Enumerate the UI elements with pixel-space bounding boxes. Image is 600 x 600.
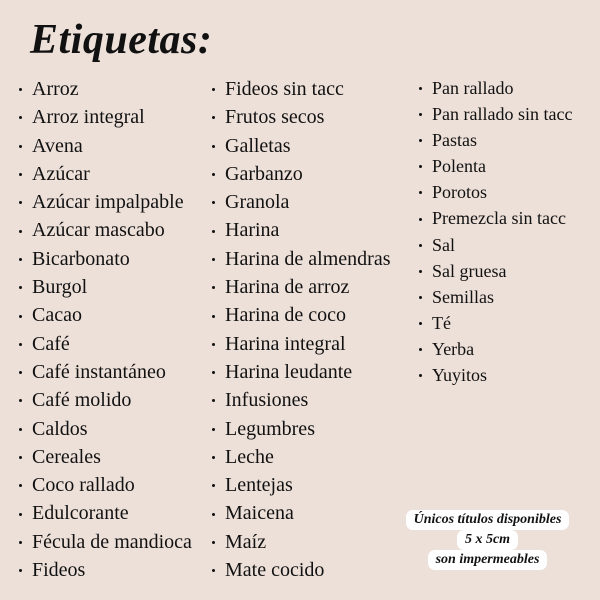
list-item: Bicarbonato xyxy=(19,245,192,273)
note-line-1: Únicos títulos disponibles xyxy=(406,510,570,530)
list-item: Granola xyxy=(212,188,390,216)
list-item: Fécula de mandioca xyxy=(19,528,192,556)
list-item: Semillas xyxy=(419,284,572,310)
list-item: Pan rallado xyxy=(419,75,572,101)
list-item: Cacao xyxy=(19,301,192,329)
list-item: Té xyxy=(419,310,572,336)
list-item: Lentejas xyxy=(212,471,390,499)
list-item: Harina de coco xyxy=(212,301,390,329)
label-list-column-2 xyxy=(212,75,390,584)
list-item: Leche xyxy=(212,443,390,471)
list-item: Maíz xyxy=(212,528,390,556)
list-item: Pan rallado sin tacc xyxy=(419,101,572,127)
list-item: Mate cocido xyxy=(212,556,390,584)
list-item: Harina de almendras xyxy=(212,245,390,273)
note-line-2: 5 x 5cm xyxy=(457,530,518,550)
list-item: Cereales xyxy=(19,443,192,471)
availability-note xyxy=(385,510,590,570)
list-item: Frutos secos xyxy=(212,103,390,131)
list-item: Azúcar mascabo xyxy=(19,216,192,244)
list-item: Sal xyxy=(419,232,572,258)
list-item: Harina xyxy=(212,216,390,244)
list-item: Porotos xyxy=(419,179,572,205)
list-item: Fideos sin tacc xyxy=(212,75,390,103)
list-item: Coco rallado xyxy=(19,471,192,499)
list-item: Pastas xyxy=(419,127,572,153)
list-item: Harina integral xyxy=(212,330,390,358)
list-item: Garbanzo xyxy=(212,160,390,188)
list-item: Arroz xyxy=(19,75,192,103)
list-item: Polenta xyxy=(419,153,572,179)
list-item: Caldos xyxy=(19,415,192,443)
list-item: Fideos xyxy=(19,556,192,584)
list-item: Arroz integral xyxy=(19,103,192,131)
list-item: Harina de arroz xyxy=(212,273,390,301)
page-title: Etiquetas: xyxy=(30,17,213,63)
list-item: Yuyitos xyxy=(419,362,572,388)
list-item: Yerba xyxy=(419,336,572,362)
list-item: Café molido xyxy=(19,386,192,414)
list-item: Azúcar xyxy=(19,160,192,188)
list-item: Galletas xyxy=(212,132,390,160)
list-item: Infusiones xyxy=(212,386,390,414)
list-item: Avena xyxy=(19,132,192,160)
list-item: Legumbres xyxy=(212,415,390,443)
list-item: Maicena xyxy=(212,499,390,527)
list-item: Sal gruesa xyxy=(419,258,572,284)
list-item: Harina leudante xyxy=(212,358,390,386)
list-item: Café xyxy=(19,330,192,358)
list-item: Premezcla sin tacc xyxy=(419,205,572,231)
label-list-column-3 xyxy=(419,75,572,388)
list-item: Edulcorante xyxy=(19,499,192,527)
list-item: Café instantáneo xyxy=(19,358,192,386)
list-item: Burgol xyxy=(19,273,192,301)
label-list-column-1 xyxy=(19,75,192,584)
list-item: Azúcar impalpable xyxy=(19,188,192,216)
note-line-3: son impermeables xyxy=(428,550,548,570)
